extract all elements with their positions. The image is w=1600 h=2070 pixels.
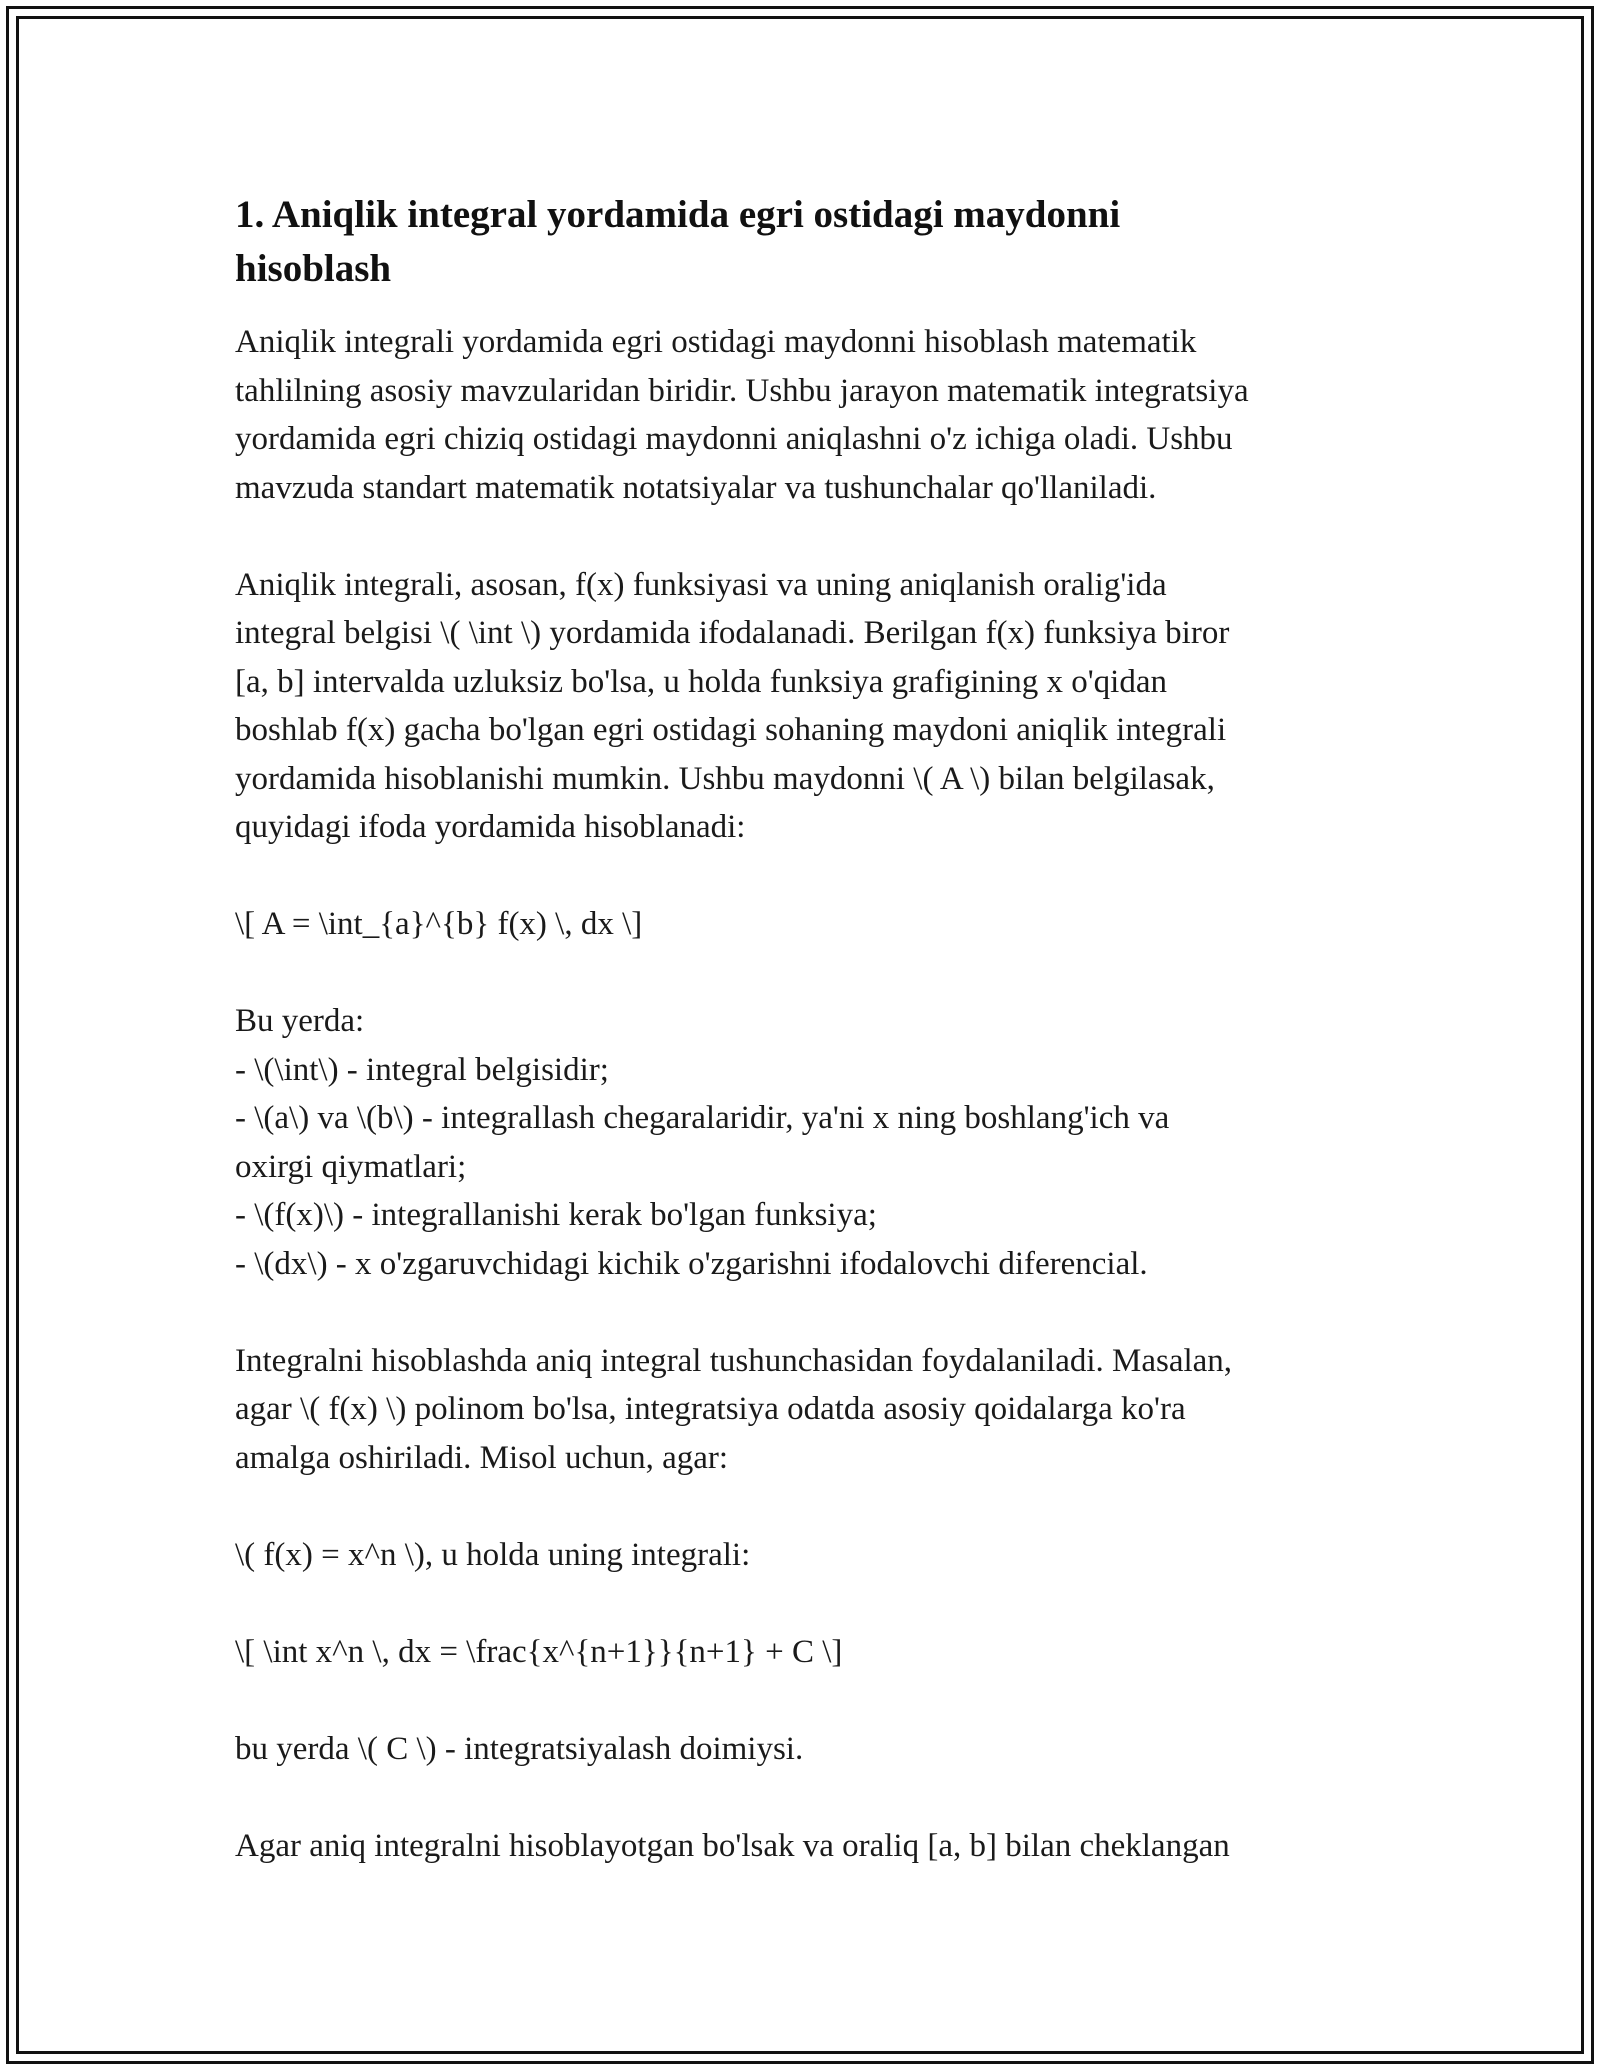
paragraph-constant: bu yerda \( C \) - integratsiyalash doimiysi. (235, 1730, 804, 1767)
paragraph-polynomial: Integralni hisoblashda aniq integral tushunchasidan foydalaniladi. Masalan, agar \( f(x) \) polinom bo'lsa, integratsiya odatda asosiy qoidalarga ko'ra amalga oshiriladi. Misol uchun, agar: (235, 1342, 1233, 1476)
formula-power-rule: \[ \int x^n \, dx = \frac{x^{n+1}}{n+1} + C \] (235, 1633, 843, 1670)
paragraph-definition: Aniqlik integrali, asosan, f(x) funksiyasi va uning aniqlanish oralig'ida integral belgisi \( \int \) yordamida ifodalanadi. Berilgan f(x) funksiya biror [a, b] intervalda uzluksiz bo'lsa, u holda funksiya grafigining x o'qidan boshlab f(x) gacha bo'lgan egri ostidagi sohaning maydoni aniqlik integrali yordamida hisoblanishi mumkin. Ushbu maydonni \( A \) bilan belgilasak, quyidagi ifoda yordamida hisoblanadi: (235, 566, 1230, 845)
paragraph-gap (235, 1579, 1385, 1628)
formula-area: \[ A = \int_{a}^{b} f(x) \, dx \] (235, 906, 643, 942)
paragraph-gap (235, 1773, 1385, 1822)
paragraph-gap (235, 512, 1385, 561)
paragraph-gap (235, 1676, 1385, 1725)
section-heading: 1. Aniqlik integral yordamida egri ostidagi maydonni hisoblash (235, 193, 1121, 290)
paragraph-gap (235, 949, 1385, 998)
paragraph-gap (235, 852, 1385, 901)
paragraph-gap (235, 1288, 1385, 1337)
paragraph-definite-start: Agar aniq integralni hisoblayotgan bo'lsak va oraliq [a, b] bilan cheklangan (235, 1827, 1230, 1864)
paragraph-gap (235, 1482, 1385, 1531)
formula-function: \( f(x) = x^n \), u holda uning integrali: (235, 1536, 751, 1573)
paragraph-intro: Aniqlik integrali yordamida egri ostidagi maydonni hisoblash matematik tahlilning asosiy mavzularidan biridir. Ushbu jarayon matematik integratsiya yordamida egri chiziq ostidagi maydonni aniqlashni o'z ichiga oladi. Ushbu mavzuda standart matematik notatsiyalar va tushunchalar qo'llaniladi. (235, 324, 1249, 506)
document-body (235, 188, 1385, 1870)
paragraph-notation-list: Bu yerda: - \(\int\) - integral belgisidir; - \(a\) va \(b\) - integrallash chegaralaridir, ya'ni x ning boshlang'ich va oxirgi qiymatlari; - \(f(x)\) - integrallanishi kerak bo'lgan funksiya; - \(dx\) - x o'zgaruvchidagi kichik o'zgarishni ifodalovchi diferencial. (235, 1003, 1170, 1282)
